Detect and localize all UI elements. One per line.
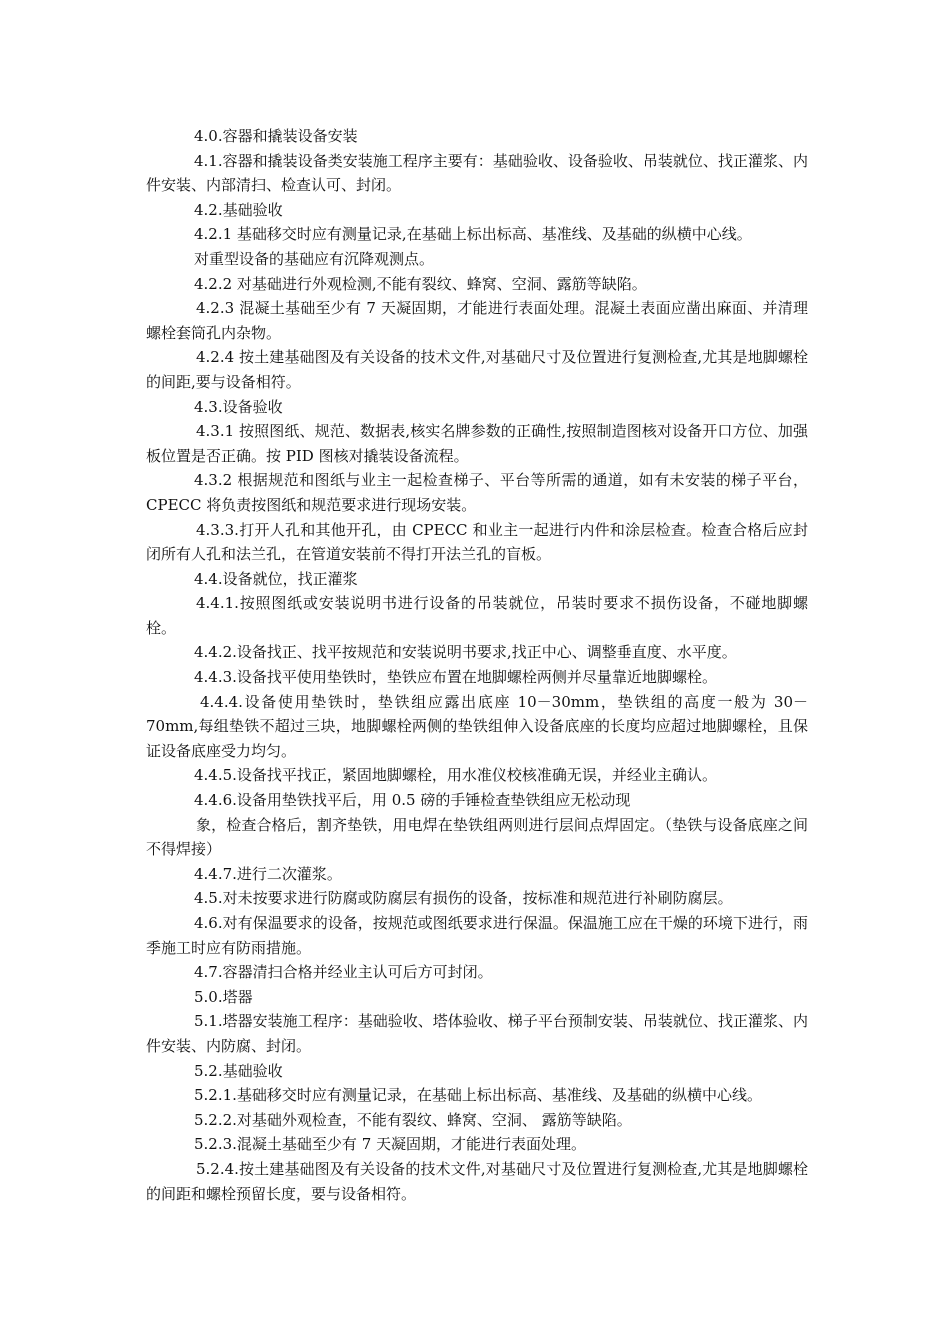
paragraph-4-4-2: 4.4.2.设备找正、找平按规范和安装说明书要求,找正中心、调整垂直度、水平度。 (194, 643, 737, 662)
paragraph-4-4-1: 4.4.1.按照图纸或安装说明书进行设备的吊装就位，吊装时要求不损伤设备，不碰地脚螺栓。 (146, 594, 808, 637)
paragraph-4-1: 4.1.容器和撬装设备类安装施工程序主要有：基础验收、设备验收、吊装就位、找正灌浆、内件安装、内部清扫、检查认可、封闭。 (146, 151, 808, 195)
paragraph-4-4-3: 4.4.3.设备找平使用垫铁时，垫铁应布置在地脚螺栓两侧并尽量靠近地脚螺栓。 (194, 668, 717, 687)
section-heading-4-4: 4.4.设备就位，找正灌浆 (194, 569, 358, 588)
section-heading-5-0: 5.0.塔器 (194, 987, 253, 1006)
paragraph-4-2-2: 4.2.2 对基础进行外观检测,不能有裂纹、蜂窝、空洞、露筋等缺陷。 (194, 274, 647, 293)
paragraph-4-2-1-continued: 对重型设备的基础应有沉降观测点。 (194, 249, 435, 268)
paragraph-5-1: 5.1.塔器安装施工程序：基础验收、塔体验收、梯子平台预制安装、吊装就位、找正灌浆、内件安装、内防腐、封闭。 (146, 1012, 808, 1055)
paragraph-4-3-2: 4.3.2 根据规范和图纸与业主一起检查梯子、平台等所需的通道，如有未安装的梯子平台，CPECC 将负责按图纸和规范要求进行现场安装。 (146, 471, 808, 514)
paragraph-4-7: 4.7.容器清扫合格并经业主认可后方可封闭。 (194, 963, 493, 982)
paragraph-4-4-7: 4.4.7.进行二次灌浆。 (194, 864, 342, 883)
section-heading-4-2: 4.2.基础验收 (194, 200, 283, 219)
paragraph-4-4-5: 4.4.5.设备找平找正，紧固地脚螺栓，用水准仪校核准确无误，并经业主确认。 (194, 766, 717, 785)
section-heading-5-2: 5.2.基础验收 (194, 1061, 283, 1080)
paragraph-4-2-4: 4.2.4 按土建基础图及有关设备的技术文件,对基础尺寸及位置进行复测检查,尤其是地脚螺栓的间距,要与设备相符。 (146, 348, 808, 391)
document-body (146, 124, 808, 1206)
section-heading-4-3: 4.3.设备验收 (194, 397, 283, 416)
section-heading-4-0: 4.0.容器和撬装设备安装 (194, 127, 358, 145)
paragraph-4-2-3: 4.2.3 混凝土基础至少有 7 天凝固期，才能进行表面处理。混凝土表面应凿出麻面、并清理螺栓套筒孔内杂物。 (146, 299, 808, 342)
paragraph-4-4-6-continued: 象，检查合格后，割齐垫铁，用电焊在垫铁组两则进行层间点焊固定。（垫铁与设备底座之间不得焊接） (146, 815, 808, 859)
paragraph-4-4-4: 4.4.4.设备使用垫铁时，垫铁组应露出底座 10－30mm，垫铁组的高度一般为 30－70mm,每组垫铁不超过三块，地脚螺栓两侧的垫铁组伸入设备底座的长度均应超过地脚螺栓，且保证设备底座受力均匀。 (146, 692, 808, 760)
paragraph-4-5: 4.5.对未按要求进行防腐或防腐层有损伤的设备，按标准和规范进行补刷防腐层。 (194, 889, 733, 908)
paragraph-4-6: 4.6.对有保温要求的设备，按规范或图纸要求进行保温。保温施工应在干燥的环境下进行，雨季施工时应有防雨措施。 (146, 914, 808, 957)
paragraph-5-2-1: 5.2.1.基础移交时应有测量记录，在基础上标出标高、基准线、及基础的纵横中心线。 (194, 1086, 762, 1105)
paragraph-4-4-6: 4.4.6.设备用垫铁找平后，用 0.5 磅的手锤检查垫铁组应无松动现 (194, 791, 631, 810)
paragraph-5-2-2: 5.2.2.对基础外观检查，不能有裂纹、蜂窝、空洞、 露筋等缺陷。 (194, 1110, 632, 1129)
paragraph-4-2-1: 4.2.1 基础移交时应有测量记录,在基础上标出标高、基准线、及基础的纵横中心线。 (194, 225, 752, 244)
paragraph-4-3-1: 4.3.1 按照图纸、规范、数据表,核实名牌参数的正确性,按照制造图核对设备开口方位、加强板位置是否正确。按 PID 图核对撬装设备流程。 (146, 422, 808, 465)
paragraph-5-2-4: 5.2.4.按土建基础图及有关设备的技术文件,对基础尺寸及位置进行复测检查,尤其是地脚螺栓的间距和螺栓预留长度，要与设备相符。 (146, 1159, 808, 1203)
paragraph-4-3-3: 4.3.3.打开人孔和其他开孔，由 CPECC 和业主一起进行内件和涂层检查。检查合格后应封闭所有人孔和法兰孔，在管道安装前不得打开法兰孔的盲板。 (146, 520, 808, 564)
paragraph-5-2-3: 5.2.3.混凝土基础至少有 7 天凝固期，才能进行表面处理。 (194, 1135, 587, 1154)
